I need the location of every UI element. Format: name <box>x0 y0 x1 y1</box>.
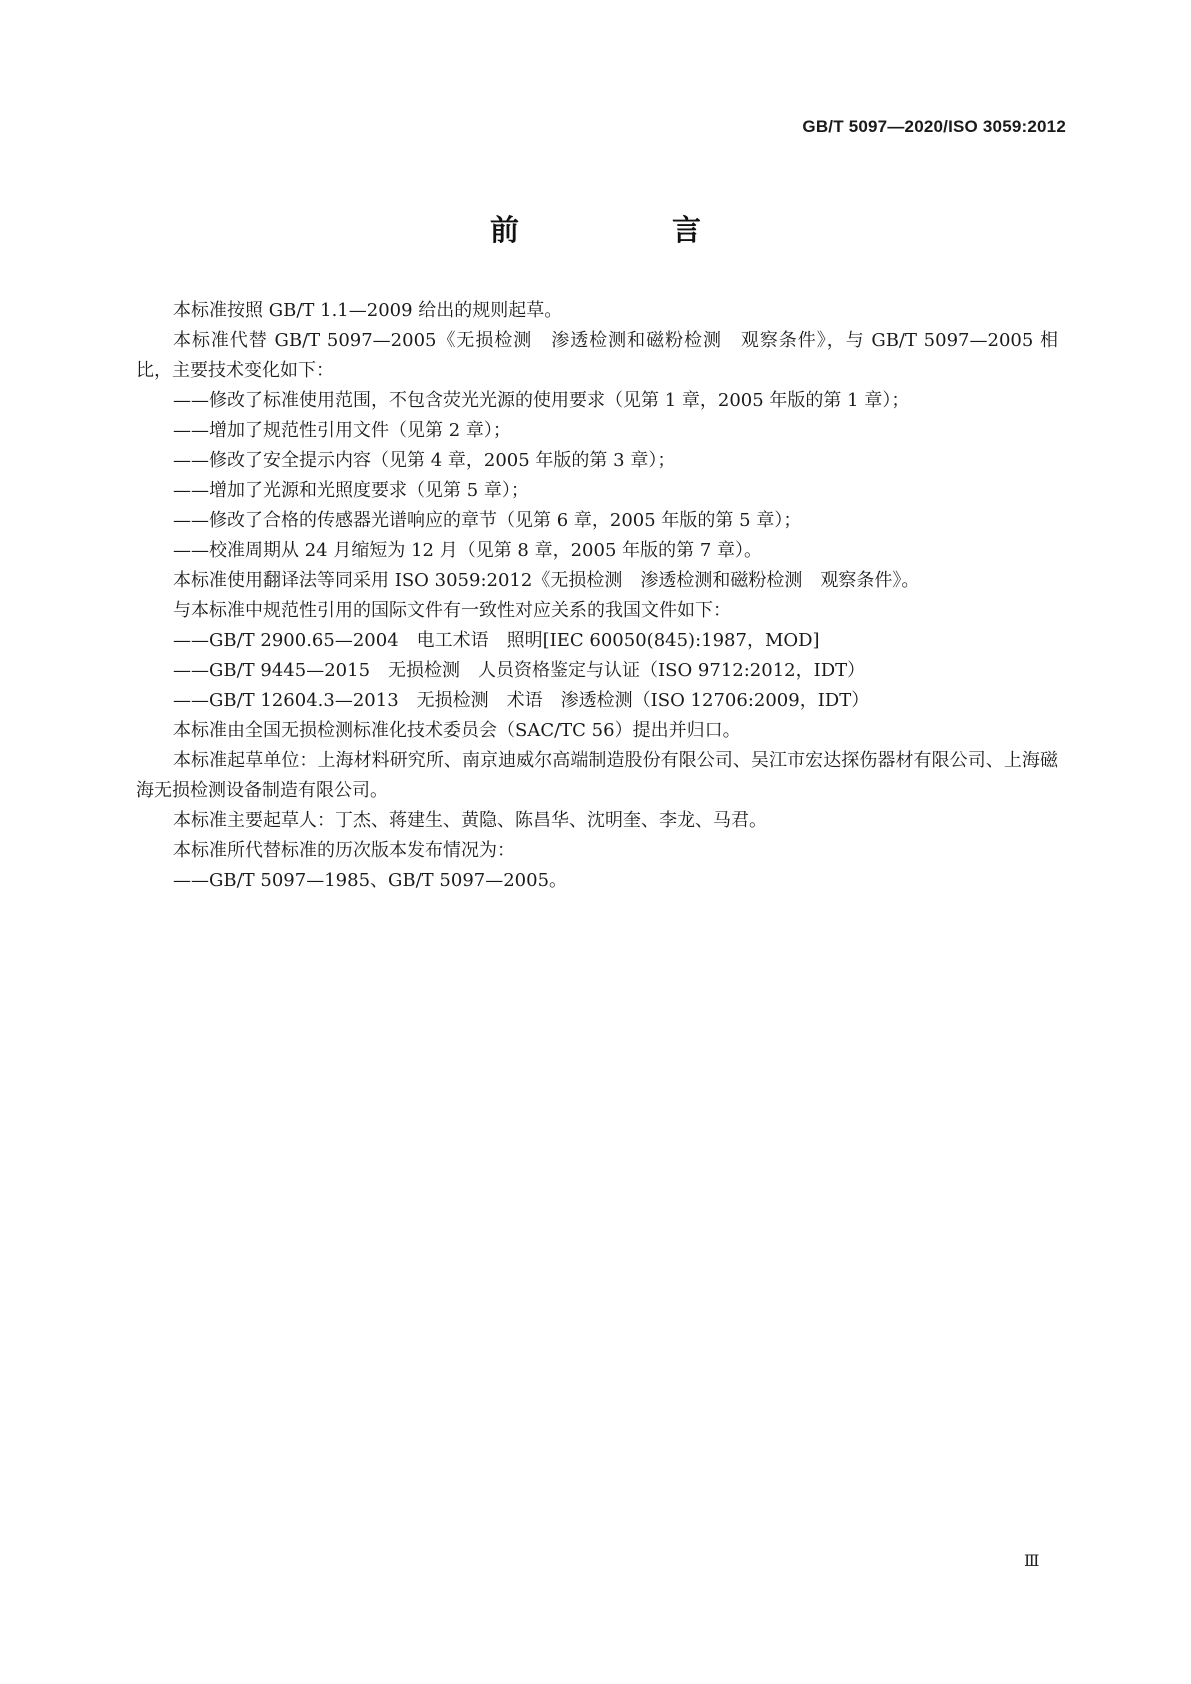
list-item-change-illuminance: ——增加了光源和光照度要求（见第 5 章）； <box>173 480 529 501</box>
document-body <box>136 296 1058 896</box>
page-title: 前 言 <box>489 213 763 247</box>
paragraph-previous-editions: 本标准所代替标准的历次版本发布情况为： <box>173 840 515 861</box>
paragraph-drafting-units: 本标准起草单位：上海材料研究所、南京迪威尔高端制造股份有限公司、吴江市宏达探伤器材有限公司、上海磁海无损检测设备制造有限公司。 <box>136 750 1058 801</box>
paragraph-drafters: 本标准主要起草人：丁杰、蒋建生、黄隐、陈昌华、沈明奎、李龙、马君。 <box>173 810 767 831</box>
list-item-change-sensor: ——修改了合格的传感器光谱响应的章节（见第 6 章，2005 年版的第 5 章）； <box>173 510 802 531</box>
list-item-change-scope: ——修改了标准使用范围，不包含荧光光源的使用要求（见第 1 章，2005 年版的第 1 章）； <box>173 390 910 411</box>
standard-code: GB/T 5097—2020/ISO 3059:2012 <box>802 117 1066 136</box>
list-item-change-references: ——增加了规范性引用文件（见第 2 章）； <box>173 420 511 441</box>
list-item-change-calibration: ——校准周期从 24 月缩短为 12 月（见第 8 章，2005 年版的第 7 章）。 <box>173 540 763 561</box>
paragraph-adoption: 本标准使用翻译法等同采用 ISO 3059:2012《无损检测 渗透检测和磁粉检测 观察条件》。 <box>173 570 920 591</box>
list-item-previous-editions: ——GB/T 5097—1985、GB/T 5097—2005。 <box>173 870 568 891</box>
list-item-doc-9445: ——GB/T 9445—2015 无损检测 人员资格鉴定与认证（ISO 9712:2012，IDT） <box>173 660 866 681</box>
paragraph-drafting-rules: 本标准按照 GB/T 1.1—2009 给出的规则起草。 <box>173 300 563 321</box>
list-item-change-safety: ——修改了安全提示内容（见第 4 章，2005 年版的第 3 章）； <box>173 450 676 471</box>
list-item-doc-2900: ——GB/T 2900.65—2004 电工术语 照明[IEC 60050(845):1987，MOD] <box>173 630 820 651</box>
list-item-doc-12604: ——GB/T 12604.3—2013 无损检测 术语 渗透检测（ISO 12706:2009，IDT） <box>173 690 870 711</box>
paragraph-proposed-by: 本标准由全国无损检测标准化技术委员会（SAC/TC 56）提出并归口。 <box>173 720 741 741</box>
paragraph-replaces: 本标准代替 GB/T 5097—2005《无损检测 渗透检测和磁粉检测 观察条件》，与 GB/T 5097—2005 相比，主要技术变化如下： <box>136 330 1058 381</box>
paragraph-corresponding-docs: 与本标准中规范性引用的国际文件有一致性对应关系的我国文件如下： <box>173 600 731 621</box>
page-number: Ⅲ <box>1024 1551 1040 1570</box>
